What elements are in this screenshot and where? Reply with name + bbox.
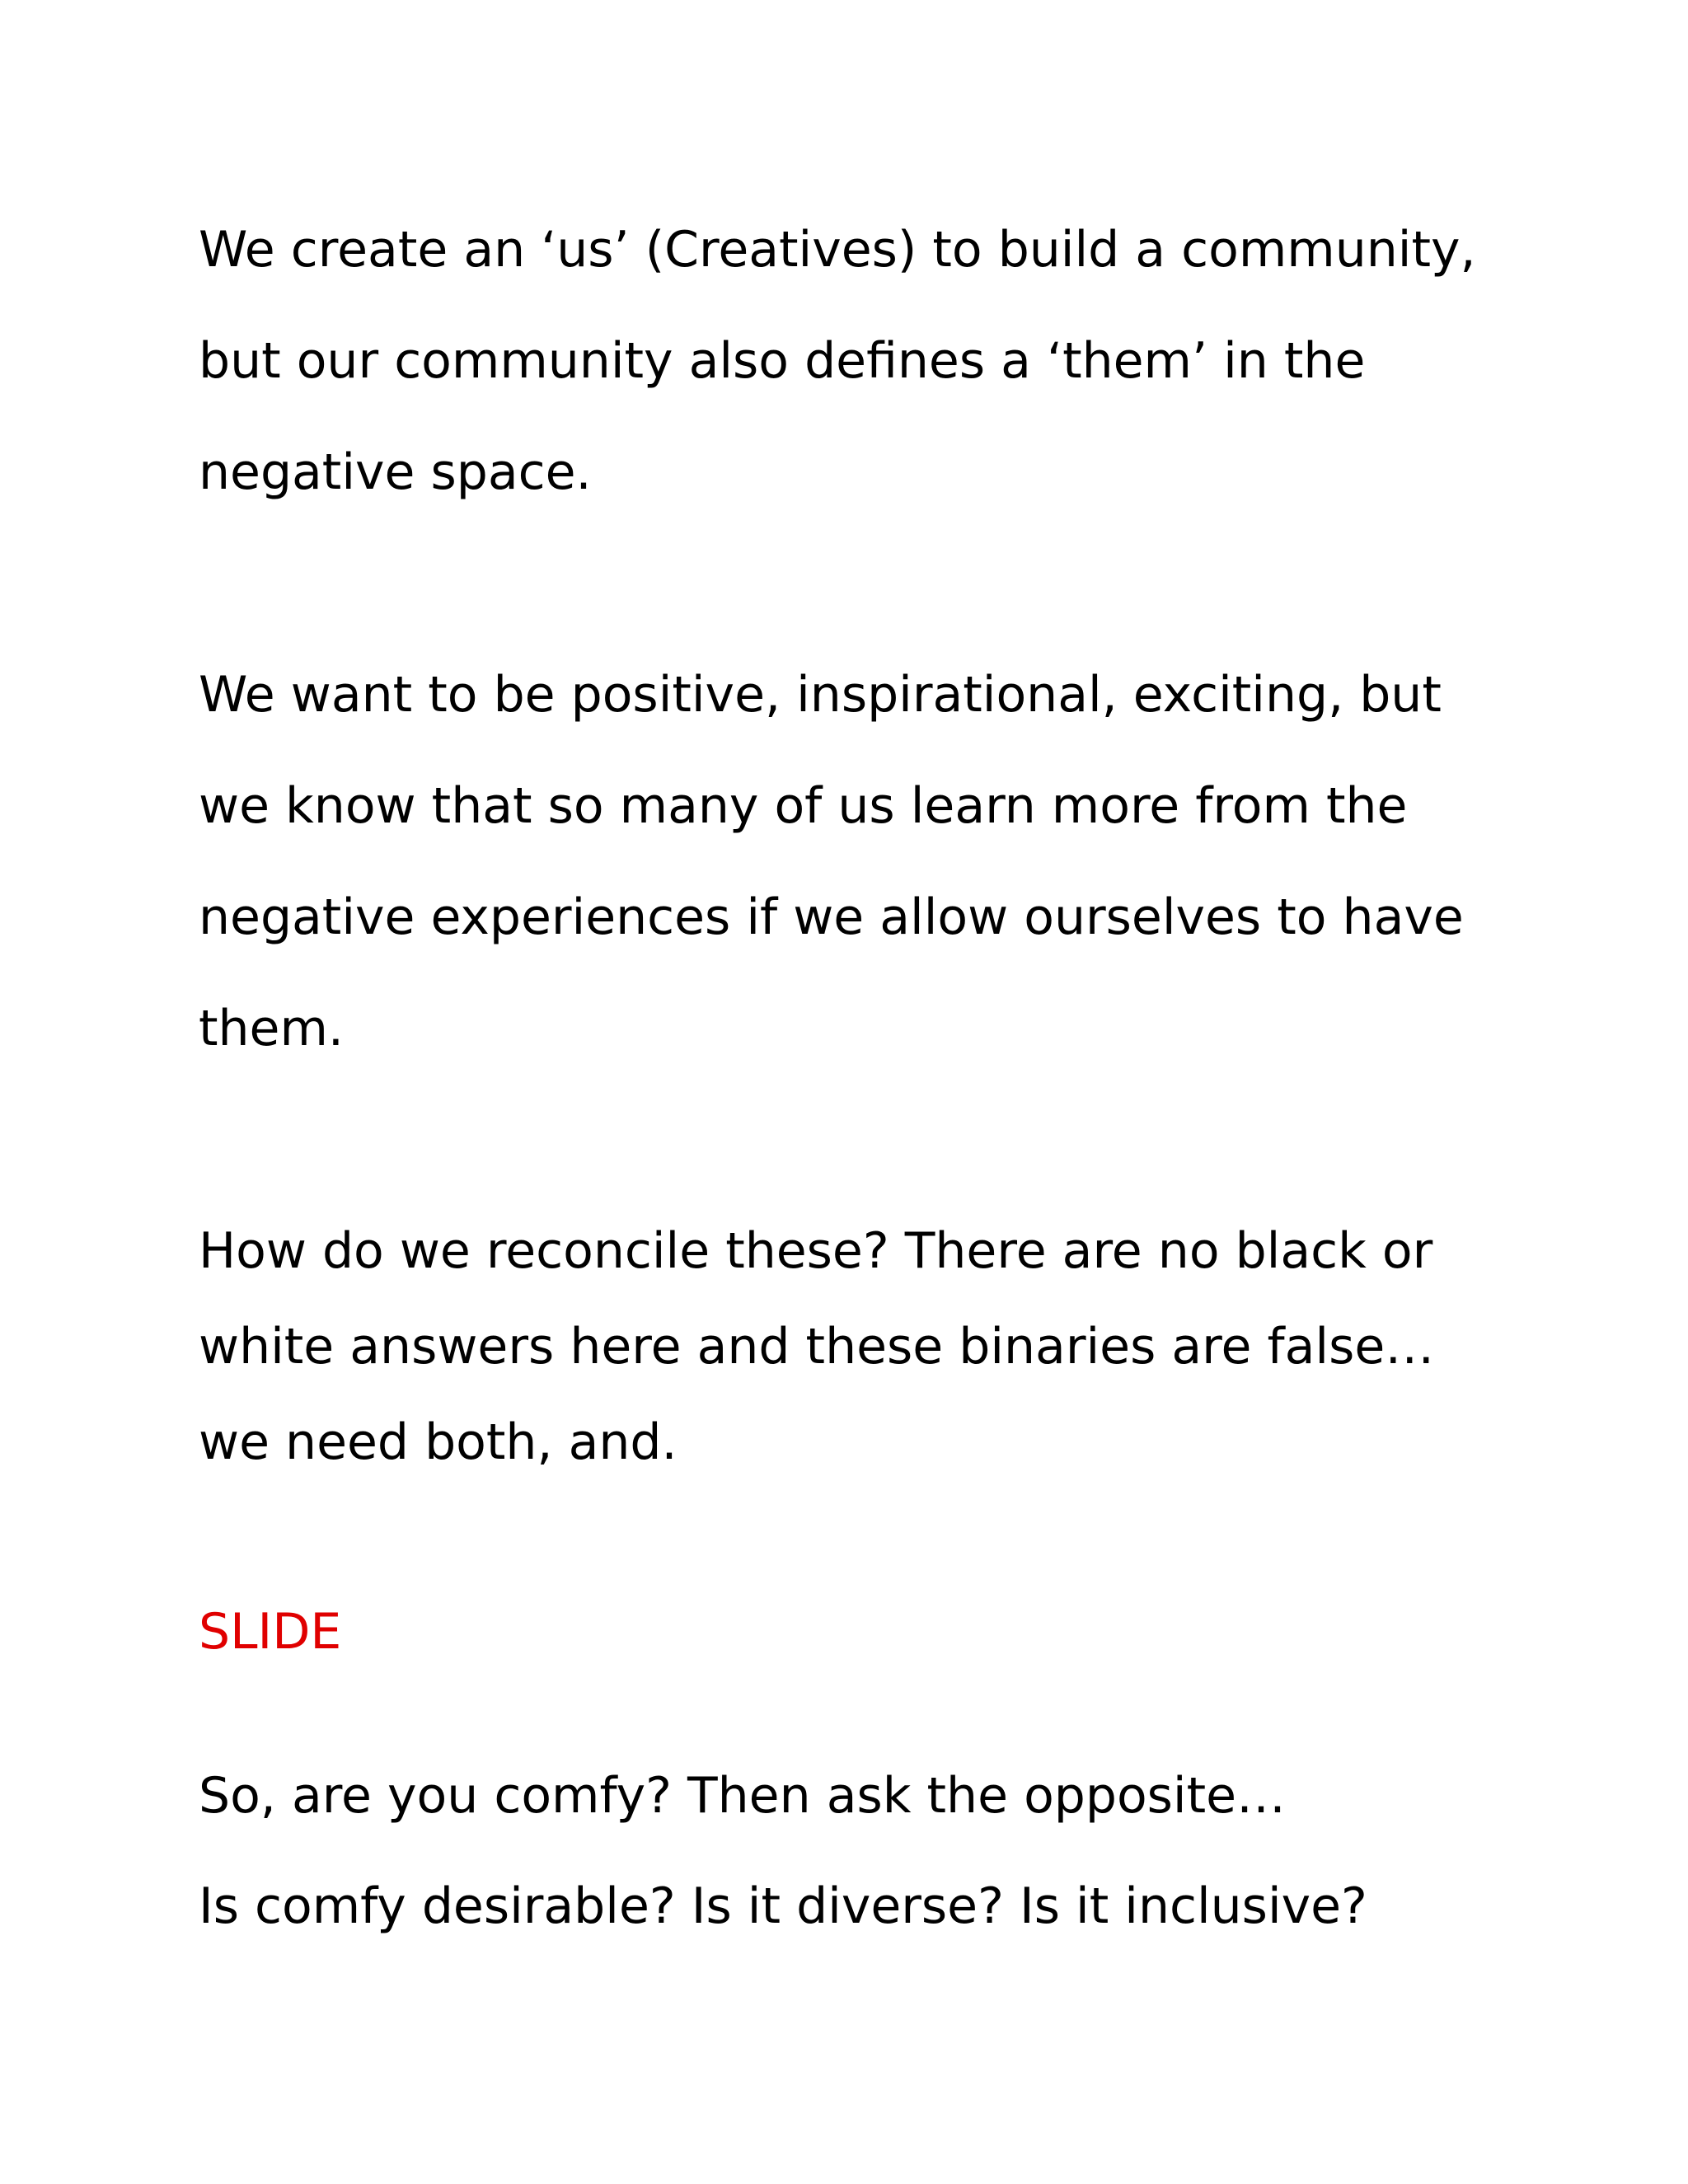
text-line: we know that so many of us learn more from the [199, 777, 1408, 835]
text-line: them. [199, 1000, 344, 1057]
text-line: white answers here and these binaries are false… [199, 1318, 1435, 1376]
text-line: negative experiences if we allow ourselves to have [199, 888, 1464, 946]
text-line: but our community also defines a ‘them’ in the [199, 332, 1366, 390]
text-line: negative space. [199, 443, 592, 501]
text-line: We want to be positive, inspirational, exciting, but [199, 666, 1442, 724]
text-line: How do we reconcile these? There are no black or [199, 1222, 1433, 1280]
text-line: we need both, and. [199, 1413, 678, 1471]
text-line: Is comfy desirable? Is it diverse? Is it inclusive? [199, 1877, 1367, 1935]
text-line: So, are you comfy? Then ask the opposite… [199, 1767, 1287, 1825]
text-line: We create an ‘us’ (Creatives) to build a community, [199, 221, 1476, 279]
slide-marker: SLIDE [199, 1603, 342, 1661]
